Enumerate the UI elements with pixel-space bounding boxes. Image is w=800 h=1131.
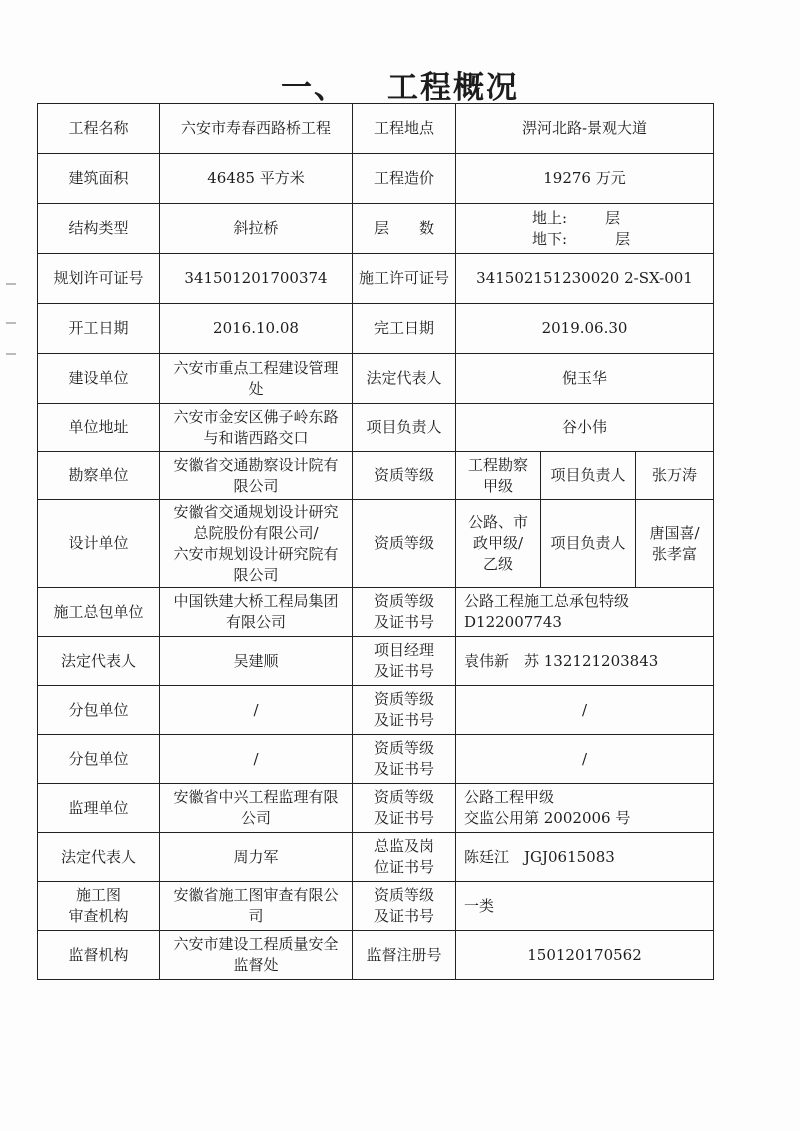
table-row <box>38 735 714 784</box>
text-line: 交监公用第 2002006 号 <box>464 809 631 827</box>
text-line: 审查机构 <box>68 907 129 925</box>
value-cell <box>160 452 353 500</box>
label-cell <box>38 882 160 931</box>
text-line: 司 <box>248 907 264 925</box>
scan-mark <box>6 322 16 324</box>
value-cell <box>160 784 353 833</box>
label-cell: 工程造价 <box>353 154 456 204</box>
label-cell: 勘察单位 <box>38 452 160 500</box>
table-row <box>38 686 714 735</box>
below-ground-label: 地下: <box>532 229 568 248</box>
value-cell: 倪玉华 <box>456 354 714 404</box>
value-cell: 46485 平方米 <box>160 154 353 204</box>
scan-mark <box>6 283 16 285</box>
text-line: 资质等级 <box>373 690 434 708</box>
text-line: 公路工程甲级 <box>464 788 555 806</box>
label-cell: 设计单位 <box>38 500 160 588</box>
floor-unit: 层 <box>605 208 621 227</box>
project-info-table <box>37 103 714 980</box>
label-cell <box>353 833 456 882</box>
label-cell <box>353 882 456 931</box>
text-line: 限公司 <box>233 565 279 584</box>
text-line: 资质等级 <box>373 788 434 806</box>
text-line: 六安市建设工程质量安全 <box>173 935 339 953</box>
text-line: 及证书号 <box>373 809 434 827</box>
above-ground-label: 地上: <box>532 208 568 227</box>
label-cell: 资质等级 <box>353 500 456 588</box>
table-row <box>38 882 714 931</box>
text-line: D122007743 <box>464 613 562 631</box>
text-line: 公司 <box>240 809 271 827</box>
value-cell <box>160 500 353 588</box>
label-cell: 资质等级 <box>353 452 456 500</box>
label-cell: 工程名称 <box>38 104 160 154</box>
below-ground-line <box>460 229 709 250</box>
table-row <box>38 452 714 500</box>
floor-unit: 层 <box>615 229 631 248</box>
value-cell <box>160 588 353 637</box>
label-cell <box>353 637 456 686</box>
value-cell <box>160 404 353 452</box>
label-cell: 分包单位 <box>38 686 160 735</box>
table-row <box>38 404 714 452</box>
table-row <box>38 154 714 204</box>
value-cell: 19276 万元 <box>456 154 714 204</box>
table-row <box>38 304 714 354</box>
label-cell: 单位地址 <box>38 404 160 452</box>
label-cell: 法定代表人 <box>38 833 160 882</box>
text-line: 六安市金安区佛子岭东路 <box>173 407 339 426</box>
text-line: 总院股份有限公司/ <box>193 523 319 542</box>
value-cell: 袁伟新 苏 132121203843 <box>456 637 714 686</box>
text-line: 中国铁建大桥工程局集团 <box>173 592 339 610</box>
text-line: 六安市规划设计研究院有 <box>173 544 339 563</box>
value-cell: / <box>456 735 714 784</box>
table-row <box>38 588 714 637</box>
title-number: 一、 <box>281 70 347 106</box>
text-line: 及证书号 <box>373 662 434 680</box>
value-cell: 周力军 <box>160 833 353 882</box>
label-cell <box>353 686 456 735</box>
value-cell: 淠河北路-景观大道 <box>456 104 714 154</box>
table-row <box>38 354 714 404</box>
label-cell: 监理单位 <box>38 784 160 833</box>
value-cell: / <box>160 686 353 735</box>
value-cell: 谷小伟 <box>456 404 714 452</box>
value-cell <box>636 500 714 588</box>
text-line: 位证书号 <box>373 858 434 876</box>
text-line: 有限公司 <box>225 613 286 631</box>
text-line: 监督处 <box>233 956 279 974</box>
label-cell: 项目负责人 <box>541 500 636 588</box>
text-line: 张孝富 <box>652 544 698 563</box>
text-line: 及证书号 <box>373 760 434 778</box>
table-row <box>38 254 714 304</box>
text-line: 施工图 <box>75 886 121 904</box>
label-cell: 工程地点 <box>353 104 456 154</box>
value-cell <box>456 452 541 500</box>
text-line: 安徽省交通勘察设计院有 <box>173 455 339 474</box>
value-cell <box>160 931 353 980</box>
label-cell: 开工日期 <box>38 304 160 354</box>
value-cell: 张万涛 <box>636 452 714 500</box>
label-cell: 施工总包单位 <box>38 588 160 637</box>
text-line: 安徽省中兴工程监理有限 <box>173 788 339 806</box>
value-cell: 斜拉桥 <box>160 204 353 254</box>
label-cell: 建筑面积 <box>38 154 160 204</box>
value-cell <box>456 784 714 833</box>
value-cell <box>160 882 353 931</box>
text-line: 处 <box>248 379 264 398</box>
value-cell: 150120170562 <box>456 931 714 980</box>
label-cell: 施工许可证号 <box>353 254 456 304</box>
text-line: 资质等级 <box>373 739 434 757</box>
text-line: 公路、市 <box>467 513 528 531</box>
table-row <box>38 833 714 882</box>
table-row <box>38 104 714 154</box>
value-cell: 341502151230020 2-SX-001 <box>456 254 714 304</box>
text-line: 总监及岗 <box>373 837 434 855</box>
text-line: 及证书号 <box>373 711 434 729</box>
text-line: 限公司 <box>233 476 279 495</box>
label-cell: 监督机构 <box>38 931 160 980</box>
label-cell: 监督注册号 <box>353 931 456 980</box>
label-cell: 项目负责人 <box>541 452 636 500</box>
label-cell: 层 数 <box>353 204 456 254</box>
text-line: 资质等级 <box>373 886 434 904</box>
value-cell: 341501201700374 <box>160 254 353 304</box>
value-cell: 一类 <box>456 882 714 931</box>
text-line: 项目经理 <box>373 641 434 659</box>
page-title <box>0 62 800 107</box>
text-line: 安徽省施工图审查有限公 <box>173 886 339 904</box>
value-cell: 六安市寿春西路桥工程 <box>160 104 353 154</box>
label-cell: 法定代表人 <box>353 354 456 404</box>
label-cell: 结构类型 <box>38 204 160 254</box>
label-cell: 规划许可证号 <box>38 254 160 304</box>
text-line: 及证书号 <box>373 613 434 631</box>
table-row <box>38 500 714 588</box>
table-row <box>38 931 714 980</box>
text-line: 乙级 <box>482 555 513 573</box>
value-cell <box>456 500 541 588</box>
label-cell <box>353 735 456 784</box>
value-cell: / <box>160 735 353 784</box>
label-cell: 完工日期 <box>353 304 456 354</box>
title-text: 工程概况 <box>387 70 519 106</box>
label-cell: 法定代表人 <box>38 637 160 686</box>
text-line: 公路工程施工总承包特级 <box>464 592 630 610</box>
label-cell: 建设单位 <box>38 354 160 404</box>
table-row <box>38 784 714 833</box>
value-cell: 2016.10.08 <box>160 304 353 354</box>
label-cell: 分包单位 <box>38 735 160 784</box>
scan-mark <box>6 353 16 355</box>
above-ground-line <box>460 208 709 229</box>
floors-cell <box>456 204 714 254</box>
value-cell: / <box>456 686 714 735</box>
value-cell <box>160 354 353 404</box>
table-row <box>38 637 714 686</box>
value-cell: 陈廷江 JGJ0615083 <box>456 833 714 882</box>
text-line: 工程勘察 <box>467 455 528 474</box>
value-cell: 吴建顺 <box>160 637 353 686</box>
text-line: 资质等级 <box>373 592 434 610</box>
value-cell <box>456 588 714 637</box>
text-line: 及证书号 <box>373 907 434 925</box>
text-line: 甲级 <box>482 476 513 495</box>
value-cell: 2019.06.30 <box>456 304 714 354</box>
text-line: 唐国喜/ <box>649 523 700 542</box>
text-line: 政甲级/ <box>472 534 524 552</box>
label-cell <box>353 784 456 833</box>
text-line: 与和谐西路交口 <box>203 428 309 447</box>
label-cell: 项目负责人 <box>353 404 456 452</box>
table-row <box>38 204 714 254</box>
text-line: 安徽省交通规划设计研究 <box>173 502 339 521</box>
text-line: 六安市重点工程建设管理 <box>173 358 339 377</box>
label-cell <box>353 588 456 637</box>
